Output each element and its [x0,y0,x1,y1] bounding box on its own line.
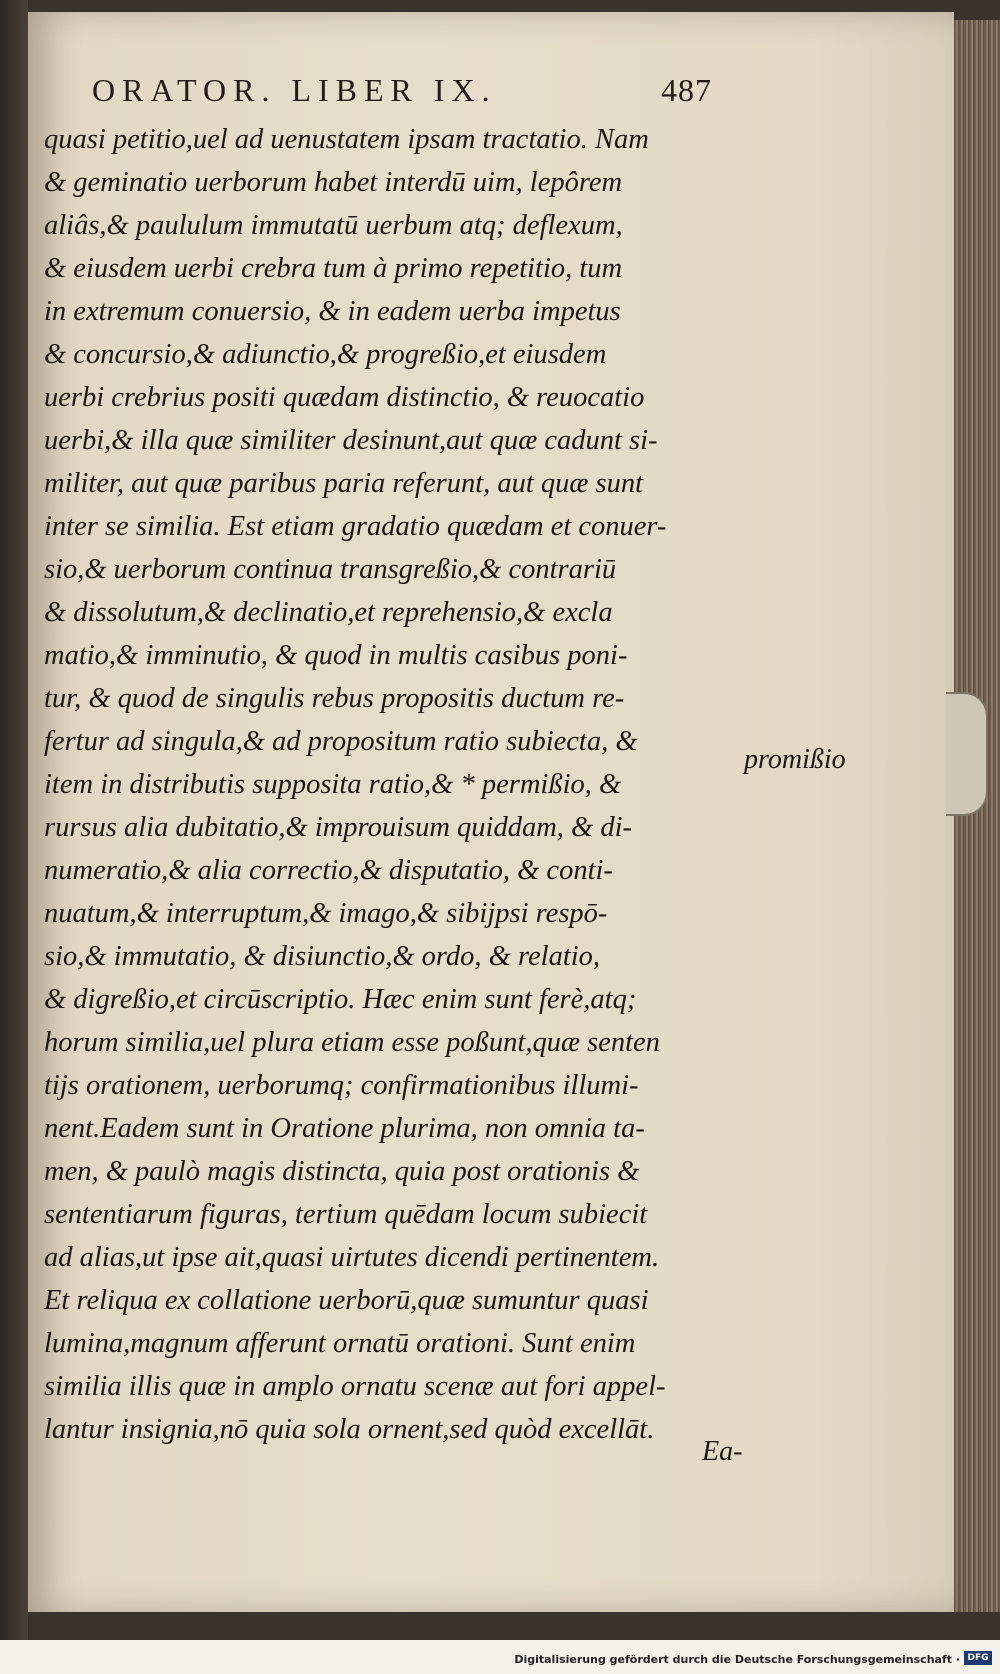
text-line: rursus alia dubitatio,& improuisum quiddam, & di- [44,812,632,843]
text-line: sio,& uerborum continua transgreßio,& contrariū [44,554,617,585]
text-line: similia illis quæ in amplo ornatu scenæ aut fori appel- [44,1371,666,1402]
text-line: nuatum,& interruptum,& imago,& sibijpsi respō- [44,898,608,929]
body-text [44,118,754,1451]
text-line: quasi petitio,uel ad uenustatem ipsam tractatio. Nam [44,124,649,155]
text-line: fertur ad singula,& ad propositum ratio subiecta, & [44,726,638,757]
text-line: horum similia,uel plura etiam esse poßunt,quæ senten [44,1027,660,1058]
text-line: tijs orationem, uerborumq; confirmationibus illumi- [44,1070,639,1101]
text-line: uerbi crebrius positi quædam distinctio, & reuocatio [44,382,645,413]
text-line: & geminatio uerborum habet interdū uim, lepôrem [44,167,623,198]
text-line: inter se similia. Est etiam gradatio quædam et conuer- [44,511,667,542]
text-line: matio,& imminutio, & quod in multis casibus poni- [44,640,628,671]
text-line: aliâs,& paululum immutatū uerbum atq; deflexum, [44,210,623,241]
catchword: Ea- [702,1436,743,1467]
text-line: & concursio,& adiunctio,& progreßio,et eiusdem [44,339,607,370]
running-head [92,72,712,122]
text-line: & digreßio,et circūscriptio. Hæc enim sunt ferè,atq; [44,984,637,1015]
text-line: Et reliqua ex collatione uerborū,quæ sumuntur quasi [44,1285,649,1316]
digitization-footer [0,1641,1000,1674]
running-head-title: ORATOR. LIBER IX. [92,72,497,108]
footer-text: Digitalisierung gefördert durch die Deutsche Forschungsgemeinschaft · [514,1653,960,1666]
text-line: nent.Eadem sunt in Oratione plurima, non omnia ta- [44,1113,645,1144]
page-edges [954,20,1000,1612]
page-number: 487 [661,72,712,108]
text-line: sententiarum figuras, tertium quēdam locum subiecit [44,1199,648,1230]
text-line: numeratio,& alia correctio,& disputatio, & conti- [44,855,613,886]
text-line: lumina,magnum afferunt ornatū orationi. Sunt enim [44,1328,636,1359]
facing-page-edge [0,0,28,1640]
dfg-logo: DFG [964,1651,992,1665]
text-line: lantur insignia,nō quia sola ornent,sed quòd excellāt. [44,1414,655,1445]
text-line: in extremum conuersio, & in eadem uerba impetus [44,296,621,327]
text-line: & dissolutum,& declinatio,et reprehensio,& excla [44,597,613,628]
text-line: uerbi,& illa quæ similiter desinunt,aut quæ cadunt si- [44,425,658,456]
text-line: & eiusdem uerbi crebra tum à primo repetitio, tum [44,253,623,284]
text-line: militer, aut quæ paribus paria referunt, aut quæ sunt [44,468,644,499]
text-line: men, & paulò magis distincta, quia post orationis & [44,1156,640,1187]
text-line: sio,& immutatio, & disiunctio,& ordo, & relatio, [44,941,601,972]
page-tab [946,692,988,816]
text-line: tur, & quod de singulis rebus propositis ductum re- [44,683,625,714]
text-line: ad alias,ut ipse ait,quasi uirtutes dicendi pertinentem. [44,1242,660,1273]
text-line: item in distributis supposita ratio,& * permißio, & [44,769,622,800]
margin-note: promißio [744,744,846,775]
